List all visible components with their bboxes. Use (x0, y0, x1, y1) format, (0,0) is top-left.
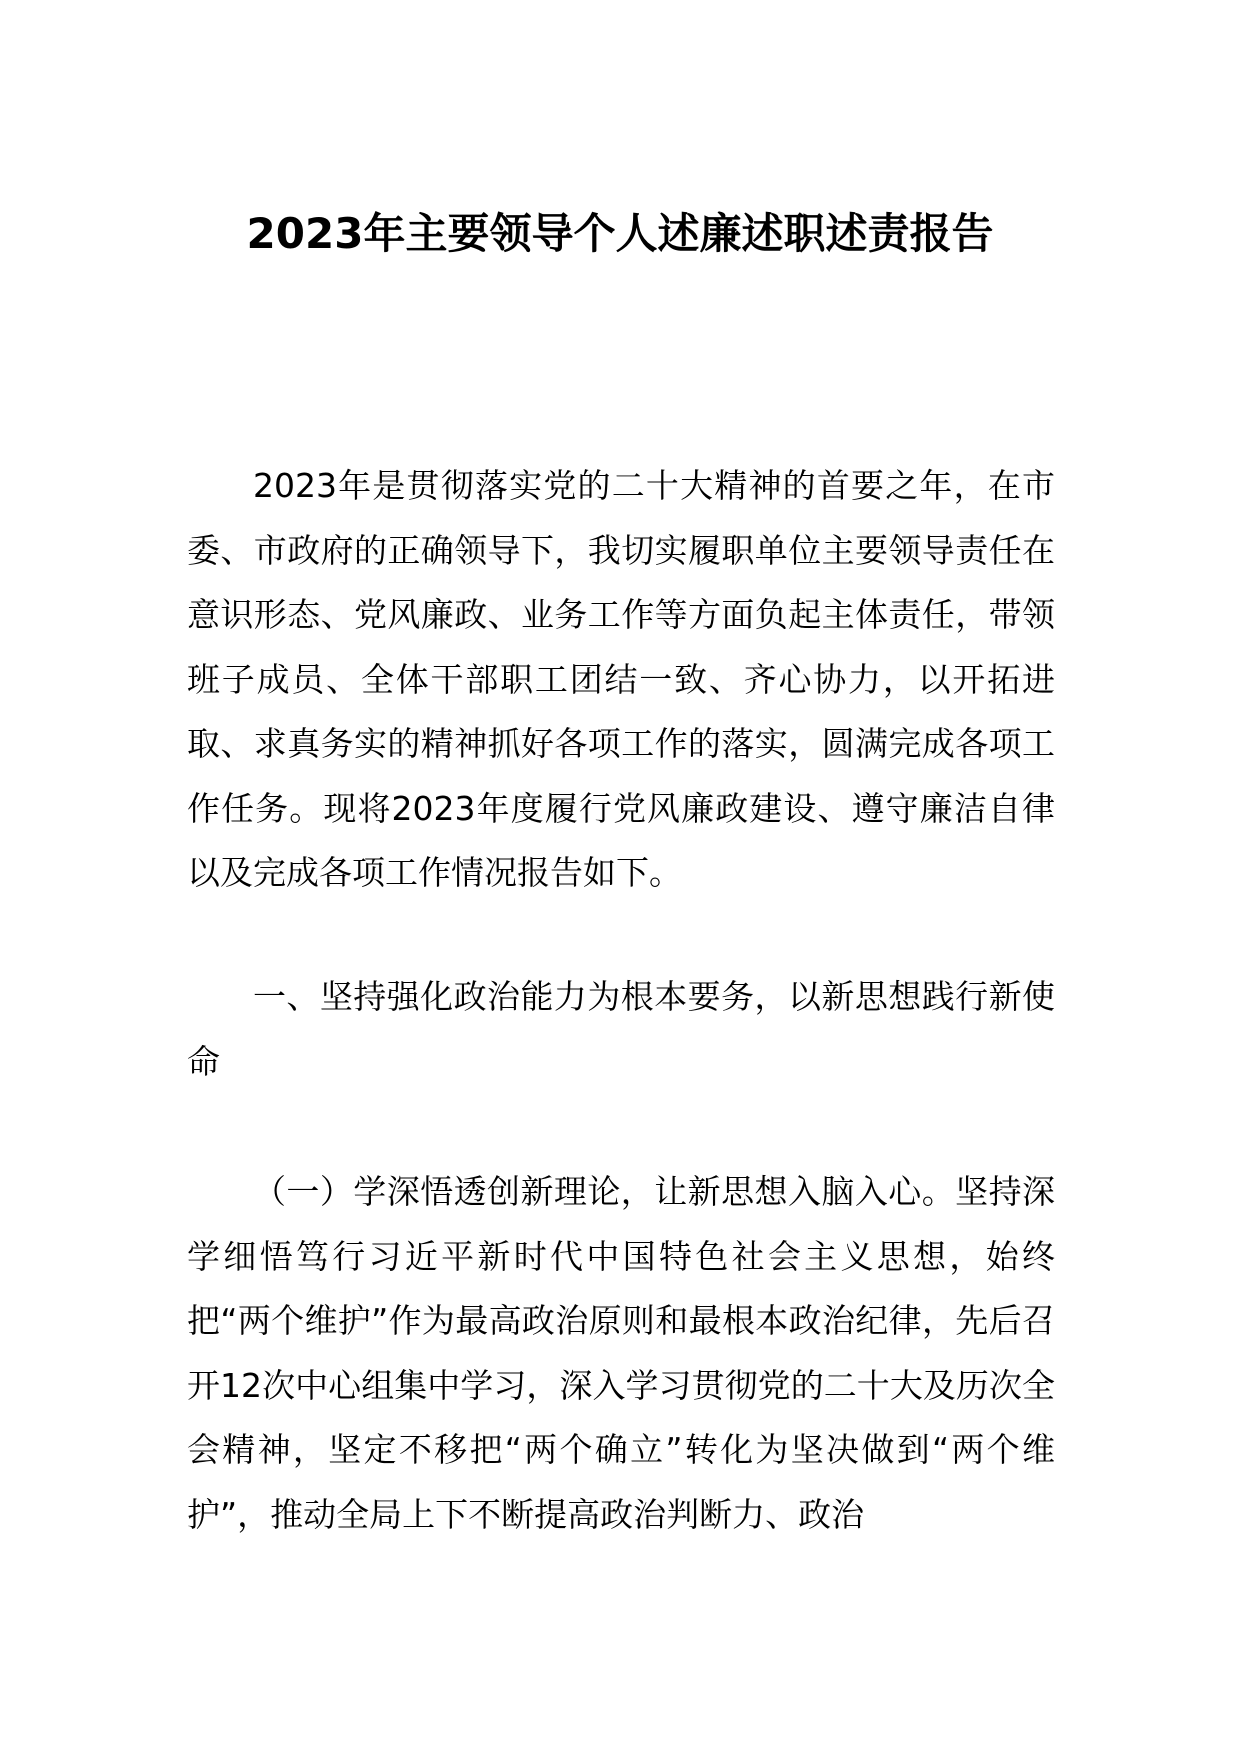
document-title: 2023年主要领导个人述廉述职述责报告 (246, 209, 994, 258)
section-heading: 一、坚持强化政治能力为根本要务，以新思想践行新使命 (187, 977, 1055, 1081)
subsection-paragraph: （一）学深悟透创新理论，让新思想入脑入心。坚持深学细悟笃行习近平新时代中国特色社会主义思想，始终把“两个维护”作为最高政治原则和最根本政治纪律，先后召开12次中心组集中学习，深入学习贯彻党的二十大及历次全会精神，坚定不移把“两个确立”转化为坚决做到“两个维护”，推动全局上下不断提高政治判断力、政治 (187, 1172, 1055, 1534)
intro-paragraph: 2023年是贯彻落实党的二十大精神的首要之年，在市委、市政府的正确领导下，我切实履职单位主要领导责任在意识形态、党风廉政、业务工作等方面负起主体责任，带领班子成员、全体干部职工团结一致、齐心协力，以开拓进取、求真务实的精神抓好各项工作的落实，圆满完成各项工作任务。现将2023年度履行党风廉政建设、遵守廉洁自律以及完成各项工作情况报告如下。 (187, 466, 1055, 892)
